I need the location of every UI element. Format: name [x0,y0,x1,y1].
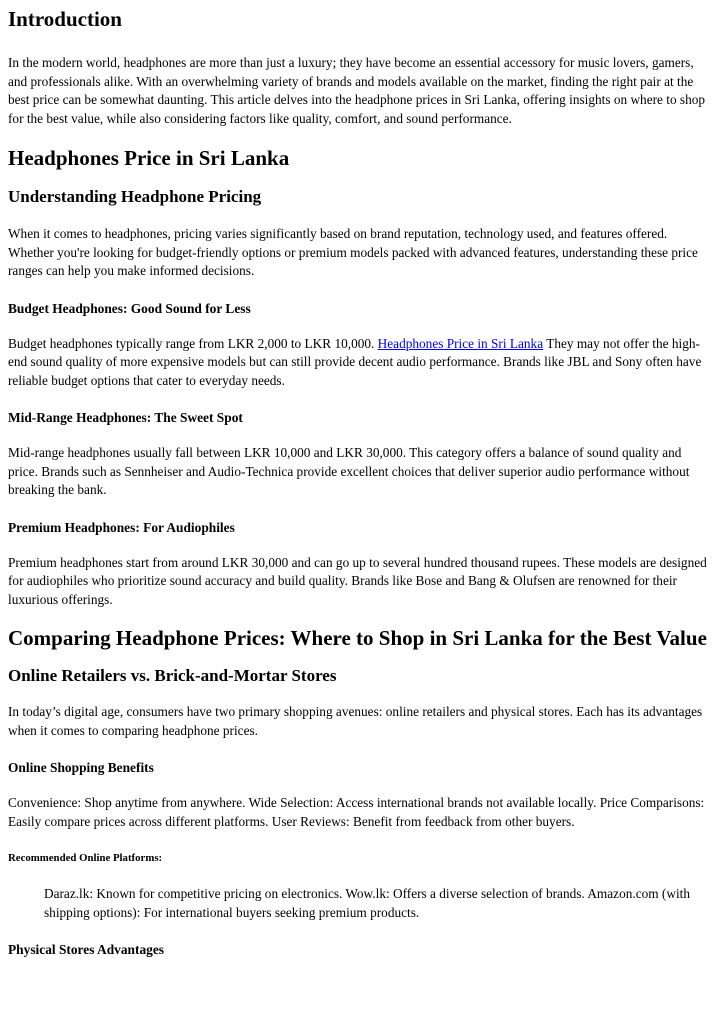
intro-paragraph: In the modern world, headphones are more than just a luxury; they have become an essential accessory for music lovers, gamers, and professionals alike. With an overwhelming variety of brands and models available on the market, finding the right pair at the best price can be somewhat daunting. This article delves into the headphone prices in Sri Lanka, offering insights on where to shop for the best value, while also considering factors like quality, comfort, and sound performance. [8,55,706,126]
premium-paragraph: Premium headphones start from around LKR 30,000 and can go up to several hundred thousand rupees. These models are designed for audiophiles who prioritize sound accuracy and build quality. Brands like Bose and Bang & Olufsen are renowned for their luxurious offerings. [8,554,707,607]
understanding-paragraph: When it comes to headphones, pricing varies significantly based on brand reputation, technology used, and features offered. Whether you're looking for budget-friendly options or premium models packed with advanced features, understanding these price ranges can help you make informed decisions. [8,226,698,278]
physical-heading: Physical Stores Advantages [8,942,164,957]
premium-heading: Premium Headphones: For Audiophiles [8,519,235,535]
online-vs-store-paragraph: In today’s digital age, consumers have two primary shopping avenues: online retailers and physical stores. Each has its advantages when it comes to comparing headphone prices. [8,704,703,738]
headphones-price-link[interactable]: Headphones Price in Sri Lanka [377,335,544,351]
midrange-heading: Mid-Range Headphones: The Sweet Spot [8,410,243,425]
budget-text-after-link: They may not offer the high-end sound quality of more expensive models but can still provide decent audio performance. Brands like JBL and Sony often have reliable budget options that cater to everyday needs. [8,335,702,388]
intro-heading: Introduction [8,7,122,31]
budget-text-before-link: Budget headphones typically range from LKR 2,000 to LKR 10,000. [8,335,378,351]
article [0,7,720,959]
price-section-heading: Headphones Price in Sri Lanka [8,146,290,170]
online-vs-store-heading: Online Retailers vs. Brick-and-Mortar Stores [8,666,337,685]
midrange-paragraph: Mid-range headphones usually fall between LKR 10,000 and LKR 30,000. This category offers a balance of sound quality and price. Brands such as Sennheiser and Audio-Technica provide excellent choices that deliver superior audio performance without breaking the bank. [8,445,690,497]
budget-paragraph [8,335,713,391]
online-benefits-paragraph: Convenience: Shop anytime from anywhere. Wide Selection: Access international brands not available locally. Price Comparisons: Easily compare prices across different platforms. User Reviews: Benefit from feedback from other buyers. [8,795,705,829]
recommended-paragraph: Daraz.lk: Known for competitive pricing on electronics. Wow.lk: Offers a diverse selection of brands. Amazon.com (with shipping options): For international buyers seeking premium products. [44,886,690,920]
online-benefits-heading: Online Shopping Benefits [8,760,154,775]
understanding-heading: Understanding Headphone Pricing [8,187,262,206]
recommended-heading: Recommended Online Platforms: [8,852,163,864]
budget-heading: Budget Headphones: Good Sound for Less [8,300,251,316]
compare-section-heading: Comparing Headphone Prices: Where to Shop in Sri Lanka for the Best Value [8,626,707,650]
